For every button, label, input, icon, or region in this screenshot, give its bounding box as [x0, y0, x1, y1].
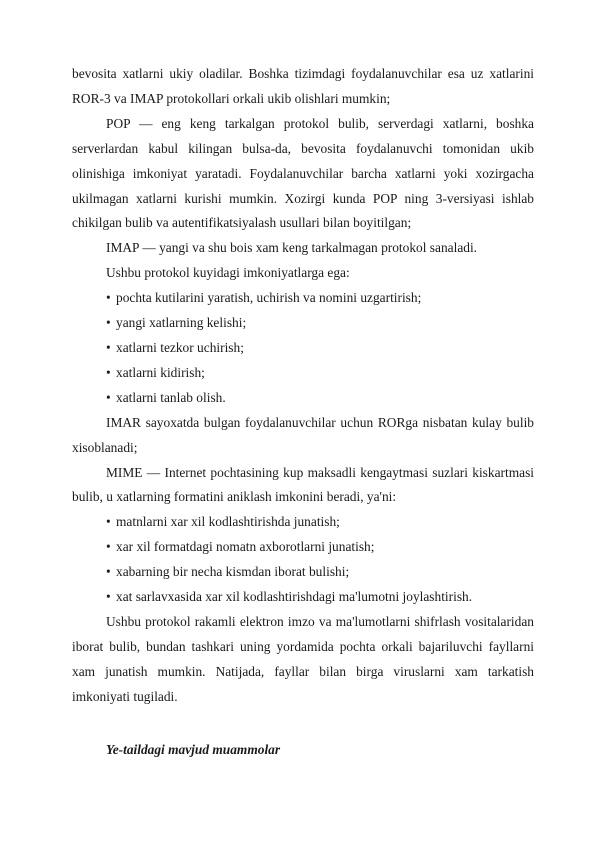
list-item: [72, 286, 534, 311]
bullet-list-imap: [72, 286, 534, 411]
list-item-text: xatlarni tanlab olish.: [116, 389, 226, 405]
list-item-text: pochta kutilarini yaratish, uchirish va nomini uzgartirish;: [116, 290, 422, 306]
list-item: [72, 510, 534, 535]
bullet-icon: •: [106, 290, 111, 306]
paragraph-continuation: bevosita xatlarni ukiy oladilar. Boshka tizimdagi foydalanuvchilar esa uz xatlarini ROR-3 va IMAP protokollari orkali ukib olishlari mumkin;: [72, 66, 534, 106]
list-item: [72, 585, 534, 610]
section-heading: Ye-taildagi mavjud muammolar: [106, 741, 281, 757]
document-page: [72, 62, 534, 762]
list-item-text: matnlarni xar xil kodlashtirishda junatish;: [116, 514, 340, 530]
list-item: [72, 311, 534, 336]
list-item: [72, 336, 534, 361]
bullet-icon: •: [106, 514, 111, 530]
bullet-icon: •: [106, 589, 111, 605]
paragraph-imap-intro: Ushbu protokol kuyidagi imkoniyatlarga ega:: [106, 265, 350, 281]
paragraph-imap: IMAP — yangi va shu bois xam keng tarkalmagan protokol sanaladi.: [106, 240, 478, 256]
list-item: [72, 361, 534, 386]
bullet-icon: •: [106, 339, 111, 355]
list-item-text: xatlarni tezkor uchirish;: [116, 339, 244, 355]
list-item: [72, 560, 534, 585]
bullet-icon: •: [106, 539, 111, 555]
list-item-text: xabarning bir necha kismdan iborat bulishi;: [116, 564, 350, 580]
list-item-text: xar xil formatdagi nomatn axborotlarni junatish;: [116, 539, 375, 555]
bullet-icon: •: [106, 564, 111, 580]
bullet-icon: •: [106, 364, 111, 380]
bullet-icon: •: [106, 389, 111, 405]
list-item-text: xat sarlavxasida xar xil kodlashtirishdagi ma'lumotni joylashtirish.: [116, 589, 473, 605]
paragraph-imar: IMAR sayoxatda bulgan foydalanuvchilar uchun RORga nisbatan kulay bulib xisoblanadi;: [72, 414, 534, 455]
list-item-text: yangi xatlarning kelishi;: [116, 315, 247, 331]
paragraph-closing: Ushbu protokol rakamli elektron imzo va ma'lumotlarni shifrlash vositalaridan iborat bulib, bundan tashkari uning yordamida pochta orkali bajariluvchi fayllarni xam junatish mumkin. Natijada, fayllar bilan birga viruslarni xam tarkatish imkoniyati tugiladi.: [72, 613, 534, 704]
paragraph-mime: MIME — Internet pochtasining kup maksadli kengaytmasi suzlari kiskartmasi bulib, u xatlarning formatini aniklash imkonini beradi, ya'ni:: [72, 464, 534, 505]
list-item: [72, 386, 534, 411]
paragraph-pop: POP — eng keng tarkalgan protokol bulib, serverdagi xatlarni, boshka serverlardan kabul kilingan bulsa-da, bevosita foydalanuvchi tomonidan ukib olinishiga imkoniyat yaratadi. Foydalanuvchilar barcha xatlarni yoki xozirgacha ukilmagan xatlarni kurishi mumkin. Xozirgi kunda POP ning 3-versiyasi ishlab chikilgan bulib va autentifikatsiyalash usullari bilan boyitilgan;: [72, 115, 534, 231]
bullet-list-mime: [72, 510, 534, 610]
bullet-icon: •: [106, 315, 111, 331]
list-item-text: xatlarni kidirish;: [116, 364, 205, 380]
list-item: [72, 535, 534, 560]
